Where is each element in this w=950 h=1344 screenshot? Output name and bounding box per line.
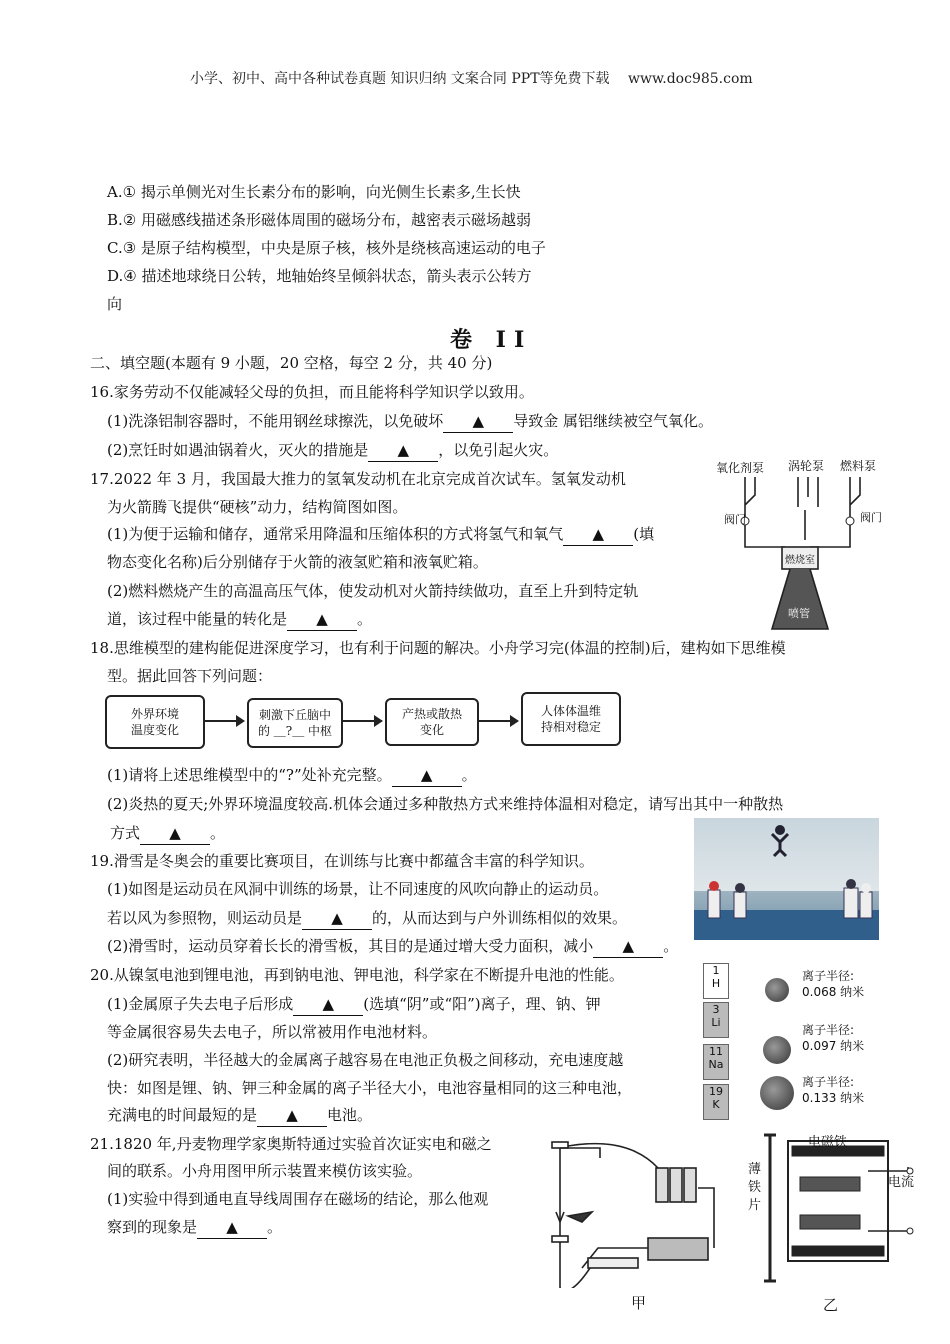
option-b: B.② 用磁感线描述条形磁体周围的磁场分布，越密表示磁场越弱 — [107, 211, 532, 229]
answer-blank[interactable]: ▲ — [368, 439, 438, 462]
q17-part2-cont: 道，该过程中能量的转化是 ▲ 。 — [107, 608, 372, 631]
q17-stem-2: 为火箭腾飞提供“硬核”动力，结构简图如图。 — [107, 498, 408, 516]
q20-part1-cont: 等金属很容易失去电子，所以常被用作电池材料。 — [107, 1023, 438, 1041]
q21-stem-2: 间的联系。小舟用图甲所示装置来模仿该实验。 — [107, 1162, 423, 1180]
q17-stem-1: 17.2022 年 3 月，我国最大推力的氢氧发动机在北京完成首次试车。氢氧发动机 — [90, 470, 626, 488]
q18-part1: (1)请将上述思维模型中的“?”处补充完整。 ▲ 。 — [107, 764, 477, 787]
flow-box-1: 外界环境 温度变化 — [105, 695, 205, 749]
q20-part2-cont2: 充满电的时间最短的是 ▲ 电池。 — [107, 1104, 372, 1127]
q21-stem-1: 21.1820 年,丹麦物理学家奥斯特通过实验首次证实电和磁之 — [90, 1135, 492, 1153]
label-valve-left: 阀门 — [724, 513, 746, 526]
option-c: C.③ 是原子结构模型，中央是原子核，核外是绕核高速运动的电子 — [107, 239, 546, 257]
terminal-icon — [907, 1228, 913, 1234]
label-nozzle: 喷管 — [788, 607, 810, 620]
answer-blank[interactable]: ▲ — [302, 907, 372, 930]
oersted-apparatus-diagram — [548, 1128, 723, 1288]
answer-blank[interactable]: ▲ — [563, 523, 633, 546]
engine-schematic — [710, 455, 890, 630]
electromagnet-diagram — [748, 1131, 933, 1286]
flow-arrow — [203, 720, 243, 722]
q16-stem: 16.家务劳动不仅能减轻父母的负担，而且能将科学知识学以致用。 — [90, 383, 534, 401]
q18-part2: (2)炎热的夏天;外界环境温度较高.机体会通过多种散热方式来维持体温相对稳定，请写出其中一种散热 — [107, 795, 784, 813]
element-cell-h: 1 H — [703, 963, 729, 999]
element-cell-na: 11 Na — [703, 1044, 729, 1080]
ion-radius-li: 离子半径: 0.068 纳米 — [802, 969, 865, 999]
q19-part1-cont: 若以风为参照物，则运动员是 ▲ 的，从而达到与户外训练相似的效果。 — [107, 907, 627, 930]
section-title: 卷 II — [450, 327, 533, 353]
q19-part1: (1)如图是运动员在风洞中训练的场景，让不同速度的风吹向静止的运动员。 — [107, 880, 609, 898]
option-d-cont: 向 — [107, 295, 123, 313]
ion-k — [760, 1076, 794, 1110]
answer-blank[interactable]: ▲ — [392, 764, 462, 787]
q18-part2-cont: 方式 ▲ 。 — [110, 822, 225, 845]
option-a: A.① 揭示单侧光对生长素分布的影响，向光侧生长素多,生长快 — [107, 183, 521, 201]
flow-box-3: 产热或散热 变化 — [385, 698, 479, 746]
rocket-engine-diagram — [710, 455, 890, 630]
wind-tunnel-scene — [694, 818, 879, 940]
q19-stem: 19.滑雪是冬奥会的重要比赛项目，在训练与比赛中都蕴含丰富的科学知识。 — [90, 852, 594, 870]
q17-part2: (2)燃料燃烧产生的高温高压气体，使发动机对火箭持续做功，直至上升到特定轨 — [107, 582, 639, 600]
label-turbo-pump: 涡轮泵 — [788, 459, 825, 473]
label-current: 电流 — [888, 1175, 915, 1190]
label-valve-right: 阀门 — [860, 511, 882, 524]
element-cell-k: 19 K — [703, 1084, 729, 1120]
wind-tunnel-photo — [694, 818, 879, 940]
q21-part1: (1)实验中得到通电直导线周围存在磁场的结论，那么他观 — [107, 1190, 489, 1208]
q16-part1: (1)洗涤铝制容器时，不能用钢丝球擦洗，以免破坏 ▲ 导致金 属铝继续被空气氧化。 — [107, 410, 713, 433]
ion-radius-k: 离子半径: 0.133 纳米 — [802, 1075, 865, 1105]
answer-blank[interactable]: ▲ — [197, 1216, 267, 1239]
label-electromagnet: 电磁铁 — [808, 1135, 848, 1150]
page-header: 小学、初中、高中各种试卷真题 知识归纳 文案合同 PPT等免费下载 www.doc985.com — [190, 71, 753, 87]
figure-caption-b: 乙 — [823, 1296, 839, 1314]
q16-part2: (2)烹饪时如遇油锅着火，灭火的措施是 ▲ ，以免引起火灾。 — [107, 439, 558, 462]
element-cell-li: 3 Li — [703, 1002, 729, 1038]
label-oxidizer-pump: 氧化剂泵 — [716, 461, 765, 475]
answer-blank[interactable]: ▲ — [140, 822, 210, 845]
figure-caption-a: 甲 — [631, 1294, 647, 1312]
q18-stem-2: 型。据此回答下列问题： — [107, 667, 273, 685]
answer-blank[interactable]: ▲ — [443, 410, 513, 433]
label-chamber: 燃烧室 — [785, 555, 815, 566]
q19-part2: (2)滑雪时，运动员穿着长长的滑雪板，其目的是通过增大受力面积，减小 ▲ 。 — [107, 935, 678, 958]
flow-box-4: 人体体温维 持相对稳定 — [521, 692, 621, 746]
label-fuel-pump: 燃料泵 — [840, 459, 877, 473]
answer-blank[interactable]: ▲ — [257, 1104, 327, 1127]
electromagnet-schematic — [748, 1131, 933, 1286]
q17-part1-cont: 物态变化名称)后分别储存于火箭的液氢贮箱和液氧贮箱。 — [107, 553, 488, 571]
ion-radius-na: 离子半径: 0.097 纳米 — [802, 1023, 865, 1053]
flow-box-2: 刺激下丘脑中 的 ＿?＿ 中枢 — [247, 698, 343, 748]
q18-stem-1: 18.思维模型的建构能促进深度学习，也有利于问题的解决。小舟学习完(体温的控制)后，建构如下思维模 — [90, 639, 786, 657]
answer-blank[interactable]: ▲ — [593, 935, 663, 958]
section-desc: 二、填空题(本题有 9 小题，20 空格，每空 2 分，共 40 分) — [90, 354, 493, 372]
q20-part2: (2)研究表明，半径越大的金属离子越容易在电池正负极之间移动，充电速度越 — [107, 1051, 624, 1069]
q17-part1: (1)为便于运输和储存，通常采用降温和压缩体积的方式将氢气和氧气 ▲ (填 — [107, 523, 654, 546]
ion-na — [763, 1036, 791, 1064]
q20-part1: (1)金属原子失去电子后形成 ▲ (选填“阴”或“阳”)离子，理、钠、钾 — [107, 993, 601, 1016]
option-d: D.④ 描述地球绕日公转，地轴始终呈倾斜状态，箭头表示公转方 — [107, 267, 532, 285]
label-iron-sheet: 薄 铁 片 — [748, 1162, 762, 1213]
oersted-apparatus — [548, 1128, 723, 1288]
answer-blank[interactable]: ▲ — [287, 608, 357, 631]
ion-li — [765, 978, 789, 1002]
flow-arrow — [477, 720, 517, 722]
answer-blank[interactable]: ▲ — [293, 993, 363, 1016]
q20-stem: 20.从镍氢电池到锂电池，再到钠电池、钾电池，科学家在不断提升电池的性能。 — [90, 966, 624, 984]
valve-icon — [846, 517, 854, 525]
q21-part1-cont: 察到的现象是 ▲ 。 — [107, 1216, 282, 1239]
q20-part2-cont: 快：如图是锂、钠、钾三种金属的离子半径大小，电池容量相同的这三种电池， — [107, 1079, 633, 1097]
flow-arrow — [341, 720, 381, 722]
